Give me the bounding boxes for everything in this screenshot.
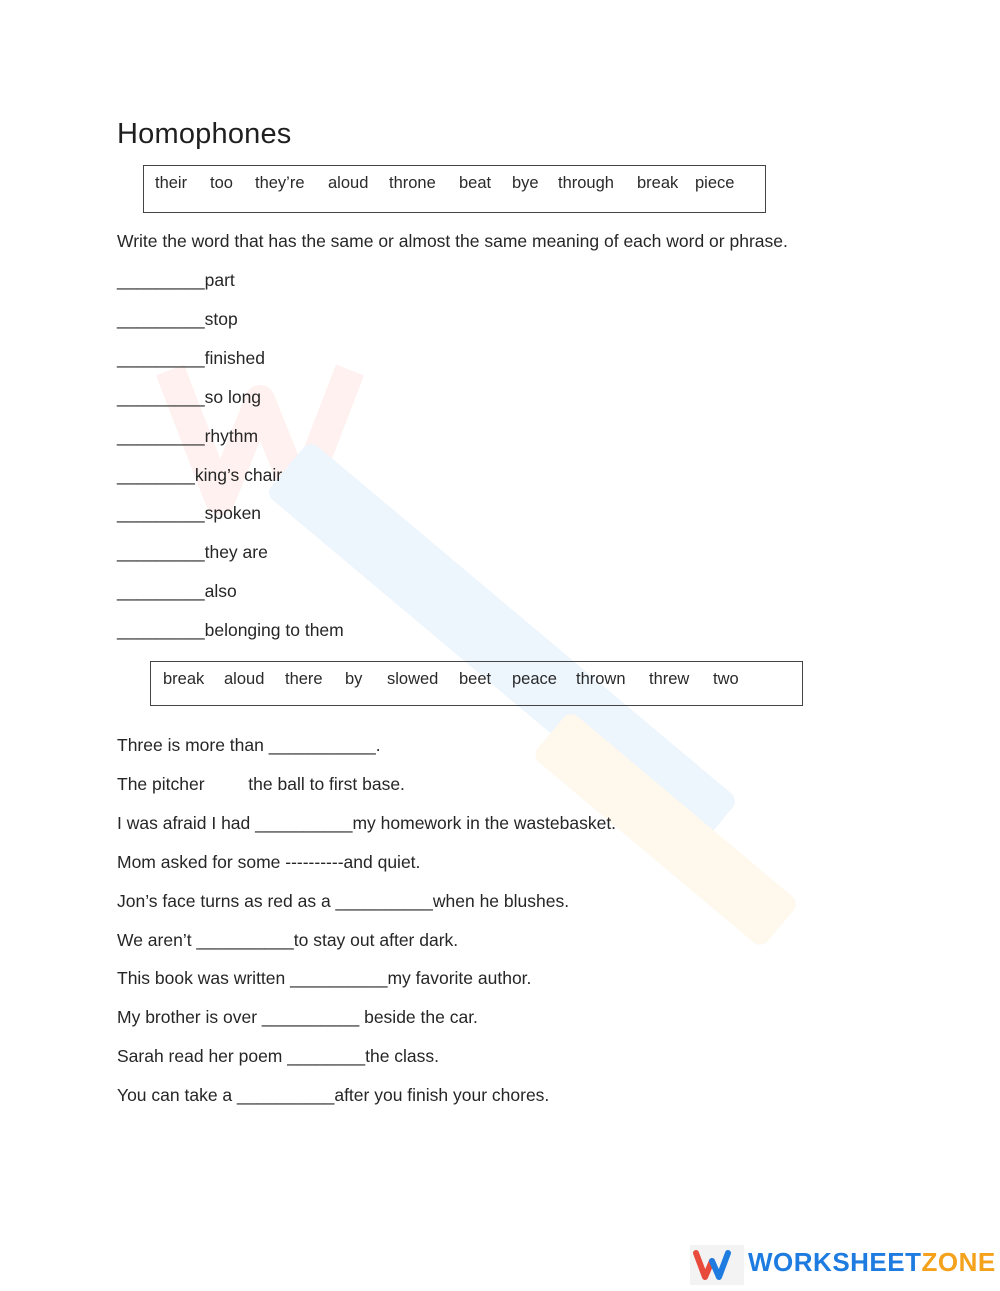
answer-blank[interactable]: _________ [117,347,205,368]
logo-text-part1: WORKSHEET [748,1247,922,1277]
page-title: Homophones [117,118,292,150]
meaning-clue: finished [204,347,265,368]
sentence-item: I was afraid I had __________my homework in the wastebasket. [117,812,617,833]
meaning-item [117,620,344,641]
word-bank-2-word: slowed [387,670,439,688]
meaning-clue: also [204,581,237,602]
meaning-clue: spoken [204,503,262,524]
meaning-clue: belonging to them [204,620,344,641]
sentence-item: My brother is over __________ beside the car. [117,1007,478,1028]
word-bank-1-word: they’re [255,174,305,192]
word-bank-2-word: beet [459,670,492,688]
word-bank-1-word: too [210,174,233,192]
answer-blank[interactable]: _________ [117,425,205,446]
word-bank-2-word: peace [512,670,557,688]
word-bank-1 [143,165,766,213]
w-logo-icon [690,1245,744,1285]
answer-blank[interactable]: _________ [117,503,205,524]
meaning-item [117,348,265,369]
meaning-item [117,309,238,330]
word-bank-1-word: their [155,174,188,192]
word-bank-1-word: throne [389,174,436,192]
word-bank-2 [150,661,803,706]
meaning-item [117,503,261,524]
sentence-item: Three is more than ___________. [117,735,381,755]
word-bank-1-word: bye [512,174,539,192]
word-bank-1-word: break [637,174,679,192]
answer-blank[interactable]: ________ [117,464,195,485]
word-bank-1-word: piece [695,174,735,192]
answer-blank[interactable]: _________ [117,620,205,641]
sentence-item: The pitcher the ball to first base. [117,773,405,794]
word-bank-1-word: aloud [328,174,369,192]
sentence-item: Jon’s face turns as red as a __________when he blushes. [117,890,570,911]
meaning-item [117,581,237,602]
word-bank-2-word: thrown [576,670,626,688]
answer-blank[interactable]: _________ [117,308,205,329]
meaning-item [117,542,268,563]
word-bank-1-word: beat [459,174,492,192]
meaning-clue: they are [204,542,268,563]
sentence-item: Sarah read her poem ________the class. [117,1046,440,1067]
word-bank-2-word: aloud [224,670,265,688]
answer-blank[interactable]: _________ [117,386,205,407]
sentence-item: You can take a __________after you finish your chores. [117,1085,550,1106]
meaning-item [117,270,235,291]
logo-text-part2: ZONE [921,1247,996,1277]
meaning-clue: rhythm [204,425,259,446]
meaning-item [117,426,258,447]
word-bank-2-word: two [713,670,739,688]
logo-text [748,1247,996,1278]
word-bank-1-word: through [558,174,614,192]
word-bank-2-word: threw [649,670,690,688]
sentence-item: This book was written __________my favorite author. [117,968,532,989]
meaning-clue: so long [204,386,262,407]
meaning-item [117,387,261,408]
answer-blank[interactable]: _________ [117,581,205,602]
word-bank-2-word: break [163,670,205,688]
word-bank-2-word: there [285,670,323,688]
sentence-item: Mom asked for some ----------and quiet. [117,851,421,872]
sentence-item: We aren’t __________to stay out after dark. [117,929,459,950]
answer-blank[interactable]: _________ [117,542,205,563]
answer-blank[interactable]: _________ [117,270,205,290]
instructions: Write the word that has the same or almost the same meaning of each word or phrase. [117,231,788,251]
meaning-clue: king’s chair [194,464,283,485]
worksheetzone-logo [690,1239,1000,1291]
meaning-clue: part [204,270,235,290]
meaning-clue: stop [204,308,238,329]
word-bank-2-word: by [345,670,363,688]
meaning-item [117,465,282,486]
